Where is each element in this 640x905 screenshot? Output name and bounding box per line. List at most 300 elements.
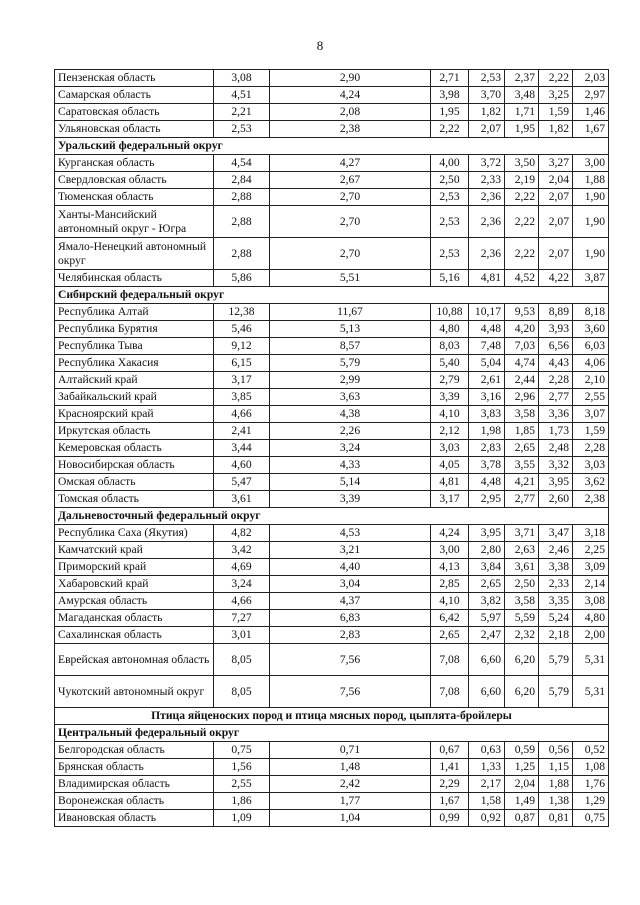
region-name: Челябинская область [55,270,214,287]
value-cell: 2,36 [469,189,505,206]
federal-district-heading: Сибирский федеральный округ [55,287,609,304]
value-cell: 1,82 [469,104,505,121]
value-cell: 2,00 [573,627,609,644]
value-cell: 1,77 [270,793,431,810]
value-cell: 4,20 [505,321,539,338]
value-cell: 2,41 [214,423,270,440]
value-cell: 2,85 [431,576,469,593]
table-row [55,321,609,338]
value-cell: 2,79 [431,372,469,389]
value-cell: 3,70 [469,87,505,104]
value-cell: 0,52 [573,742,609,759]
value-cell: 2,53 [431,189,469,206]
category-heading: Птица яйценоских пород и птица мясных пород, цыплята-бройлеры [55,708,609,725]
value-cell: 3,61 [214,491,270,508]
table-row [55,172,609,189]
value-cell: 1,33 [469,759,505,776]
value-cell: 1,95 [505,121,539,138]
table-row [55,676,609,708]
value-cell: 6,42 [431,610,469,627]
value-cell: 4,38 [270,406,431,423]
region-name: Республика Саха (Якутия) [55,525,214,542]
value-cell: 3,39 [431,389,469,406]
region-name: Республика Алтай [55,304,214,321]
table-row [55,759,609,776]
value-cell: 3,03 [573,457,609,474]
value-cell: 4,48 [469,321,505,338]
value-cell: 4,27 [270,155,431,172]
value-cell: 2,55 [573,389,609,406]
category-header-row [55,708,609,725]
value-cell: 2,53 [214,121,270,138]
table-row [55,121,609,138]
value-cell: 5,31 [573,676,609,708]
value-cell: 5,24 [539,610,573,627]
value-cell: 2,70 [270,238,431,270]
value-cell: 4,53 [270,525,431,542]
value-cell: 3,38 [539,559,573,576]
region-name: Воронежская область [55,793,214,810]
value-cell: 3,47 [539,525,573,542]
value-cell: 2,10 [573,372,609,389]
region-name: Курганская область [55,155,214,172]
value-cell: 1,29 [573,793,609,810]
value-cell: 2,88 [214,189,270,206]
value-cell: 11,67 [270,304,431,321]
value-cell: 1,90 [573,189,609,206]
region-name: Ульяновская область [55,121,214,138]
value-cell: 4,21 [505,474,539,491]
value-cell: 2,60 [539,491,573,508]
value-cell: 0,56 [539,742,573,759]
value-cell: 2,22 [505,238,539,270]
region-name: Республика Тыва [55,338,214,355]
value-cell: 2,67 [270,172,431,189]
value-cell: 1,41 [431,759,469,776]
value-cell: 2,83 [469,440,505,457]
value-cell: 3,84 [469,559,505,576]
value-cell: 2,70 [270,189,431,206]
value-cell: 2,37 [505,70,539,87]
region-name: Пензенская область [55,70,214,87]
value-cell: 2,88 [214,206,270,238]
value-cell: 2,55 [214,776,270,793]
value-cell: 2,99 [270,372,431,389]
value-cell: 2,48 [539,440,573,457]
federal-district-heading: Дальневосточный федеральный округ [55,508,609,525]
value-cell: 3,25 [539,87,573,104]
value-cell: 0,63 [469,742,505,759]
value-cell: 4,82 [214,525,270,542]
value-cell: 0,81 [539,810,573,827]
region-name: Чукотский автономный округ [55,676,214,708]
value-cell: 3,71 [505,525,539,542]
value-cell: 1,98 [469,423,505,440]
value-cell: 3,72 [469,155,505,172]
table-row [55,355,609,372]
value-cell: 1,48 [270,759,431,776]
value-cell: 8,05 [214,676,270,708]
value-cell: 3,83 [469,406,505,423]
region-name: Республика Хакасия [55,355,214,372]
value-cell: 2,03 [573,70,609,87]
value-cell: 2,17 [469,776,505,793]
value-cell: 3,55 [505,457,539,474]
value-cell: 10,88 [431,304,469,321]
value-cell: 3,60 [573,321,609,338]
value-cell: 2,97 [573,87,609,104]
value-cell: 6,20 [505,676,539,708]
value-cell: 5,59 [505,610,539,627]
value-cell: 2,04 [505,776,539,793]
value-cell: 2,21 [214,104,270,121]
value-cell: 1,15 [539,759,573,776]
table-row [55,389,609,406]
value-cell: 2,25 [573,542,609,559]
value-cell: 8,89 [539,304,573,321]
value-cell: 1,86 [214,793,270,810]
value-cell: 2,14 [573,576,609,593]
value-cell: 4,05 [431,457,469,474]
region-name: Белгородская область [55,742,214,759]
value-cell: 3,18 [573,525,609,542]
value-cell: 2,42 [270,776,431,793]
page-number: 8 [316,38,324,53]
value-cell: 1,67 [431,793,469,810]
value-cell: 2,22 [539,70,573,87]
table-row [55,457,609,474]
region-name: Брянская область [55,759,214,776]
value-cell: 3,39 [270,491,431,508]
region-name: Кемеровская область [55,440,214,457]
value-cell: 4,66 [214,406,270,423]
table-row [55,525,609,542]
value-cell: 3,17 [214,372,270,389]
region-name: Магаданская область [55,610,214,627]
value-cell: 3,50 [505,155,539,172]
value-cell: 1,25 [505,759,539,776]
value-cell: 3,07 [573,406,609,423]
value-cell: 3,82 [469,593,505,610]
value-cell: 7,03 [505,338,539,355]
table-row [55,423,609,440]
value-cell: 8,03 [431,338,469,355]
value-cell: 2,07 [539,238,573,270]
value-cell: 1,90 [573,206,609,238]
section-header-row [55,508,609,525]
region-name: Омская область [55,474,214,491]
value-cell: 4,22 [539,270,573,287]
value-cell: 3,98 [431,87,469,104]
value-cell: 2,36 [469,206,505,238]
table-row [55,644,609,676]
table-row [55,70,609,87]
value-cell: 3,27 [539,155,573,172]
region-name: Томская область [55,491,214,508]
table-row [55,627,609,644]
value-cell: 3,16 [469,389,505,406]
value-cell: 2,33 [469,172,505,189]
value-cell: 2,83 [270,627,431,644]
table-row [55,440,609,457]
value-cell: 3,95 [539,474,573,491]
table-row [55,304,609,321]
region-name: Приморский край [55,559,214,576]
value-cell: 2,95 [469,491,505,508]
value-cell: 1,58 [469,793,505,810]
value-cell: 3,24 [214,576,270,593]
value-cell: 3,44 [214,440,270,457]
table-row [55,270,609,287]
value-cell: 2,36 [469,238,505,270]
region-name: Саратовская область [55,104,214,121]
value-cell: 2,90 [270,70,431,87]
value-cell: 4,66 [214,593,270,610]
value-cell: 10,17 [469,304,505,321]
value-cell: 2,07 [539,189,573,206]
value-cell: 6,15 [214,355,270,372]
value-cell: 7,08 [431,676,469,708]
value-cell: 3,00 [431,542,469,559]
region-name: Хабаровский край [55,576,214,593]
table-row [55,87,609,104]
value-cell: 2,63 [505,542,539,559]
coefficients-table [54,69,609,827]
value-cell: 2,22 [505,206,539,238]
value-cell: 1,59 [573,423,609,440]
table-row [55,474,609,491]
value-cell: 1,08 [573,759,609,776]
value-cell: 3,00 [573,155,609,172]
value-cell: 2,53 [469,70,505,87]
value-cell: 1,73 [539,423,573,440]
value-cell: 2,44 [505,372,539,389]
value-cell: 4,24 [270,87,431,104]
value-cell: 1,76 [573,776,609,793]
value-cell: 2,33 [539,576,573,593]
value-cell: 0,75 [214,742,270,759]
value-cell: 2,22 [505,189,539,206]
value-cell: 4,81 [431,474,469,491]
value-cell: 8,57 [270,338,431,355]
value-cell: 2,07 [539,206,573,238]
value-cell: 7,56 [270,644,431,676]
value-cell: 4,24 [431,525,469,542]
value-cell: 5,46 [214,321,270,338]
region-name: Амурская область [55,593,214,610]
value-cell: 2,77 [539,389,573,406]
value-cell: 1,88 [573,172,609,189]
value-cell: 2,53 [431,238,469,270]
value-cell: 2,38 [573,491,609,508]
value-cell: 6,60 [469,676,505,708]
value-cell: 2,65 [469,576,505,593]
table-row [55,793,609,810]
value-cell: 0,87 [505,810,539,827]
table-row [55,491,609,508]
section-header-row [55,725,609,742]
region-name: Иркутская область [55,423,214,440]
value-cell: 5,16 [431,270,469,287]
value-cell: 4,81 [469,270,505,287]
value-cell: 2,88 [214,238,270,270]
value-cell: 1,90 [573,238,609,270]
value-cell: 4,80 [431,321,469,338]
value-cell: 5,13 [270,321,431,338]
value-cell: 3,24 [270,440,431,457]
value-cell: 5,40 [431,355,469,372]
value-cell: 9,53 [505,304,539,321]
federal-district-heading: Уральский федеральный округ [55,138,609,155]
value-cell: 4,33 [270,457,431,474]
region-name: Алтайский край [55,372,214,389]
value-cell: 3,08 [214,70,270,87]
value-cell: 3,08 [573,593,609,610]
value-cell: 5,86 [214,270,270,287]
value-cell: 2,07 [469,121,505,138]
value-cell: 2,32 [505,627,539,644]
value-cell: 8,18 [573,304,609,321]
value-cell: 4,80 [573,610,609,627]
value-cell: 2,50 [431,172,469,189]
value-cell: 4,13 [431,559,469,576]
value-cell: 2,08 [270,104,431,121]
value-cell: 6,56 [539,338,573,355]
value-cell: 2,70 [270,206,431,238]
value-cell: 3,93 [539,321,573,338]
table-row [55,206,609,238]
value-cell: 7,27 [214,610,270,627]
value-cell: 1,95 [431,104,469,121]
value-cell: 6,03 [573,338,609,355]
value-cell: 1,82 [539,121,573,138]
value-cell: 1,46 [573,104,609,121]
section-header-row [55,287,609,304]
value-cell: 2,71 [431,70,469,87]
value-cell: 9,12 [214,338,270,355]
value-cell: 3,17 [431,491,469,508]
value-cell: 0,75 [573,810,609,827]
value-cell: 2,53 [431,206,469,238]
value-cell: 4,37 [270,593,431,610]
value-cell: 3,85 [214,389,270,406]
value-cell: 4,69 [214,559,270,576]
value-cell: 3,63 [270,389,431,406]
table-row [55,559,609,576]
value-cell: 5,14 [270,474,431,491]
table-row [55,542,609,559]
value-cell: 3,78 [469,457,505,474]
value-cell: 4,52 [505,270,539,287]
table-row [55,189,609,206]
value-cell: 5,79 [539,644,573,676]
value-cell: 3,58 [505,406,539,423]
table-row [55,610,609,627]
value-cell: 2,19 [505,172,539,189]
value-cell: 6,83 [270,610,431,627]
value-cell: 3,01 [214,627,270,644]
value-cell: 1,49 [505,793,539,810]
region-name: Свердловская область [55,172,214,189]
table-row [55,155,609,172]
value-cell: 3,95 [469,525,505,542]
table-row [55,238,609,270]
region-name: Камчатский край [55,542,214,559]
value-cell: 3,36 [539,406,573,423]
federal-district-heading: Центральный федеральный округ [55,725,609,742]
value-cell: 1,85 [505,423,539,440]
value-cell: 2,46 [539,542,573,559]
value-cell: 4,54 [214,155,270,172]
value-cell: 2,65 [505,440,539,457]
value-cell: 7,56 [270,676,431,708]
table-row [55,742,609,759]
value-cell: 2,29 [431,776,469,793]
value-cell: 1,56 [214,759,270,776]
value-cell: 2,26 [270,423,431,440]
value-cell: 0,67 [431,742,469,759]
region-name: Красноярский край [55,406,214,423]
region-name: Ивановская область [55,810,214,827]
region-name: Сахалинская область [55,627,214,644]
table-row [55,776,609,793]
region-name: Еврейская автономная область [55,644,214,676]
value-cell: 3,62 [573,474,609,491]
region-name: Новосибирская область [55,457,214,474]
value-cell: 2,28 [539,372,573,389]
value-cell: 4,43 [539,355,573,372]
value-cell: 4,10 [431,593,469,610]
value-cell: 2,04 [539,172,573,189]
value-cell: 3,42 [214,542,270,559]
value-cell: 2,50 [505,576,539,593]
table-row [55,576,609,593]
value-cell: 4,10 [431,406,469,423]
value-cell: 2,65 [431,627,469,644]
value-cell: 5,04 [469,355,505,372]
value-cell: 4,74 [505,355,539,372]
value-cell: 4,06 [573,355,609,372]
value-cell: 2,84 [214,172,270,189]
section-header-row [55,138,609,155]
value-cell: 1,59 [539,104,573,121]
value-cell: 1,38 [539,793,573,810]
value-cell: 2,12 [431,423,469,440]
region-name: Владимирская область [55,776,214,793]
value-cell: 5,79 [270,355,431,372]
value-cell: 4,48 [469,474,505,491]
table-row [55,372,609,389]
table-row [55,810,609,827]
value-cell: 3,32 [539,457,573,474]
value-cell: 1,71 [505,104,539,121]
value-cell: 4,51 [214,87,270,104]
value-cell: 2,28 [573,440,609,457]
value-cell: 3,04 [270,576,431,593]
value-cell: 0,71 [270,742,431,759]
region-name: Ханты-Мансийский автономный округ - Югра [55,206,214,238]
region-name: Самарская область [55,87,214,104]
table-row [55,338,609,355]
table-row [55,593,609,610]
value-cell: 4,40 [270,559,431,576]
value-cell: 0,99 [431,810,469,827]
region-name: Тюменская область [55,189,214,206]
value-cell: 3,21 [270,542,431,559]
value-cell: 2,47 [469,627,505,644]
value-cell: 2,38 [270,121,431,138]
value-cell: 4,00 [431,155,469,172]
